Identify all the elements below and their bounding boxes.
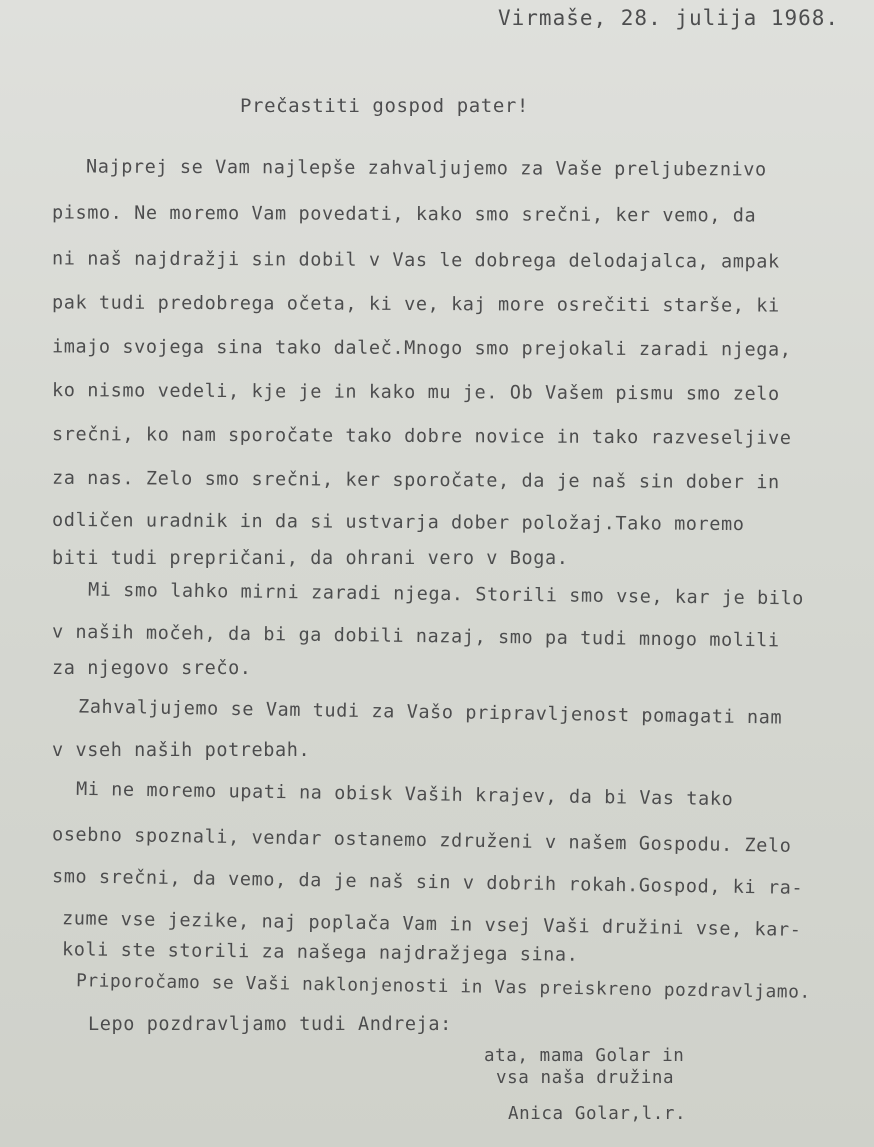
signature-line: vsa naša družina bbox=[496, 1068, 675, 1088]
letter-line: v vseh naših potrebah. bbox=[52, 740, 311, 761]
letter-line: za njegovo srečo. bbox=[52, 658, 252, 679]
letter-line: Priporočamo se Vaši naklonjenosti in Vas preiskreno pozdravljamo. bbox=[75, 970, 811, 1003]
letter-line: pismo. Ne moremo Vam povedati, kako smo srečni, ker vemo, da bbox=[51, 202, 757, 227]
signature-line: ata, mama Golar in bbox=[484, 1046, 685, 1066]
letter-line: pak tudi predobrega očeta, ki ve, kaj more osrečiti starše, ki bbox=[51, 292, 780, 317]
letter-line: v naših močeh, da bi ga dobili nazaj, smo pa tudi mnogo molili bbox=[51, 621, 780, 652]
letter-line: Mi smo lahko mirni zaradi njega. Storili smo vse, kar je bilo bbox=[87, 579, 805, 610]
letter-line: Mi ne moremo upati na obisk Vaših krajev, da bi Vas tako bbox=[75, 778, 734, 811]
letter-line: Najprej se Vam najlepše zahvaljujemo za Vaše preljubeznivo bbox=[85, 156, 767, 181]
letter-line: osebno spoznali, vendar ostanemo združeni v našem Gospodu. Zelo bbox=[51, 824, 792, 857]
letter-line: za nas. Zelo smo srečni, ker sporočate, da je naš sin dober in bbox=[51, 467, 780, 494]
letter-line: ni naš najdražji sin dobil v Vas le dobrega delodajalca, ampak bbox=[51, 248, 780, 273]
signature-name: Anica Golar,l.r. bbox=[508, 1104, 687, 1124]
letter-line: biti tudi prepričani, da ohrani vero v Boga. bbox=[52, 548, 569, 569]
letter-salutation: Prečastiti gospod pater! bbox=[240, 95, 529, 117]
letter-line: imajo svojega sina tako daleč.Mnogo smo prejokali zaradi njega, bbox=[51, 336, 792, 361]
letter-line: ko nismo vedeli, kje je in kako mu je. Ob Vašem pismu smo zelo bbox=[51, 380, 780, 405]
letter-date: Virmaše, 28. julija 1968. bbox=[498, 6, 840, 30]
letter-line: odličen uradnik in da si ustvarja dober položaj.Tako moremo bbox=[51, 509, 745, 536]
letter-line: srečni, ko nam sporočate tako dobre novice in tako razveseljive bbox=[51, 424, 792, 449]
letter-line: smo srečni, da vemo, da je naš sin v dobrih rokah.Gospod, ki ra- bbox=[51, 866, 804, 899]
letter-line: zume vse jezike, naj poplača Vam in vsej Vaši družini vse, kar- bbox=[61, 908, 802, 941]
letter-line: Zahvaljujemo se Vam tudi za Vašo pripravljenost pomagati nam bbox=[77, 696, 783, 729]
letter-line: koli ste storili za našega najdražjega sina. bbox=[61, 939, 579, 966]
letter-line: Lepo pozdravljamo tudi Andreja: bbox=[88, 1014, 452, 1035]
